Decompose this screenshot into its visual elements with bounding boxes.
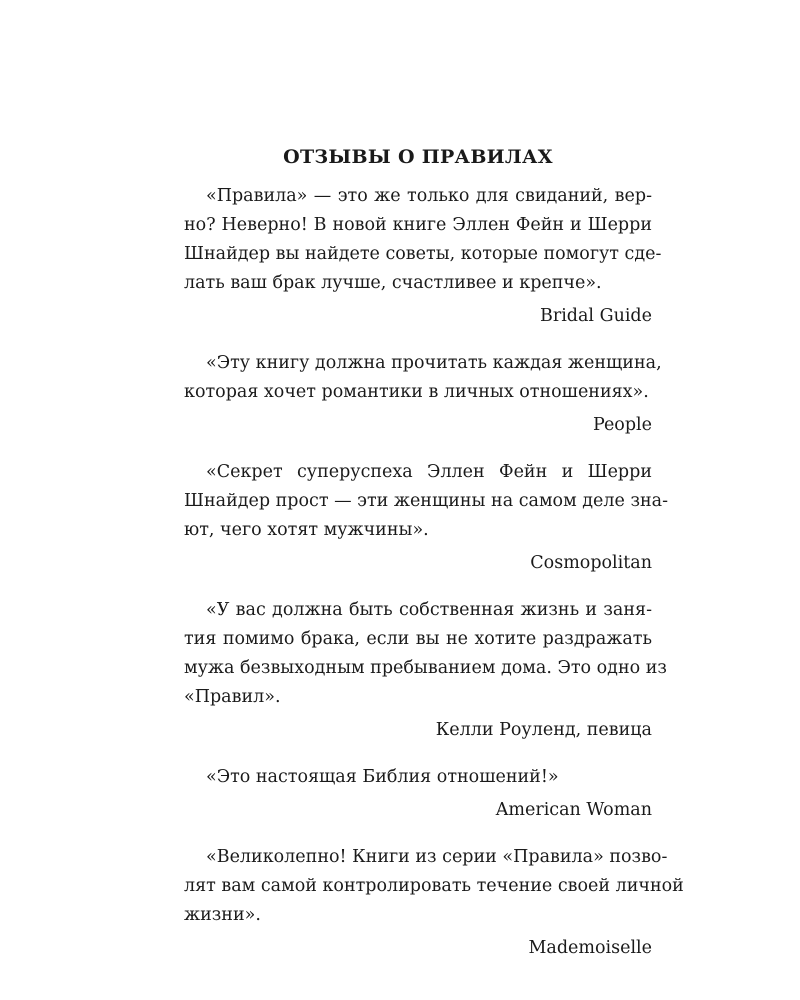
quote-line: ют, чего хотят мужчины». [184,520,429,540]
review-quote [184,349,662,407]
review-source: Cosmopolitan [530,553,652,573]
review-people [184,349,662,440]
quote-line: «Секрет суперуспеха Эллен Фейн и Шерри [206,462,652,482]
quote-line: лать ваш брак лучше, счастливее и крепче». [184,273,602,293]
quote-line: «Правила» — это же только для свиданий, вер- [206,186,652,206]
quote-line: «Великолепно! Книги из серии «Правила» позво- [206,847,668,867]
quote-line: «Это настоящая Библия отношений!» [206,767,559,787]
quote-line: Шнайдер вы найдете советы, которые помогут сде- [184,244,662,264]
quote-line: «У вас должна быть собственная жизнь и заня- [206,600,652,620]
review-quote [184,596,667,712]
review-source: American Woman [495,800,652,820]
quote-line: мужа безвыходным пребыванием дома. Это одно из [184,658,667,678]
review-source: Келли Роуленд, певица [435,720,652,740]
quote-line: тия помимо брака, если вы не хотите раздражать [184,629,652,649]
quote-line: жизни». [184,905,261,925]
quote-line: но? Неверно! В новой книге Эллен Фейн и Шерри [184,215,652,235]
review-quote [184,763,652,792]
review-quote [184,182,662,298]
review-quote [184,458,668,545]
review-american-woman [184,763,652,825]
review-cosmopolitan [184,458,668,578]
review-kelly-rowland [184,596,667,745]
page-title: ОТЗЫВЫ О ПРАВИЛАХ [283,146,553,168]
review-source: People [592,415,652,435]
quote-line: «Правил». [184,687,281,707]
quote-line: лят вам самой контролировать течение своей личной [184,876,684,896]
quote-line: которая хочет романтики в личных отношениях». [184,382,649,402]
review-bridal-guide [184,182,662,331]
review-mademoiselle [184,843,684,963]
review-quote [184,843,684,930]
review-source: Bridal Guide [539,306,652,326]
quote-line: «Эту книгу должна прочитать каждая женщина, [206,353,662,373]
review-source: Mademoiselle [528,938,652,958]
page-content [184,142,684,981]
quote-line: Шнайдер прост — эти женщины на самом деле зна- [184,491,668,511]
